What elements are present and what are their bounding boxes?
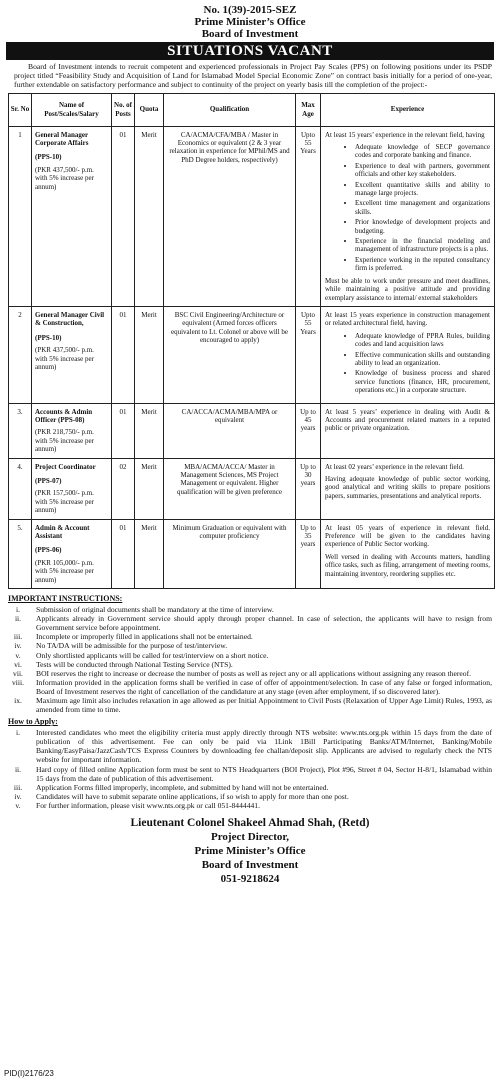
column-header: Name of Post/Scales/Salary (32, 93, 112, 126)
posts-count: 01 (112, 403, 135, 458)
post-cell (32, 458, 112, 519)
item-number: vi. (14, 659, 22, 669)
vacancies-table (8, 93, 495, 589)
experience-outro: Must be able to work under pressure and meet deadlines, while maintaining a positive attitude and providing exemplary assistance to internal/ external stakeholders (325, 276, 490, 302)
qualification: MBA/ACMA/ACCA/ Master in Management Sciences, MS Project Management or equivalent. Higher qualification will be given preference (164, 458, 296, 519)
item-text: Incomplete or improperly filled in applications shall not be entertained. (36, 632, 253, 642)
list-item (0, 605, 492, 614)
how-to-apply-list (0, 728, 492, 810)
board-name: Board of Investment (201, 28, 299, 40)
list-item (0, 641, 492, 650)
post-name: Accounts & Admin Officer (PPS-08) (35, 407, 93, 424)
item-number: iv. (14, 791, 22, 801)
list-item (0, 696, 492, 714)
experience-point: • Effective communication skills and outstanding ability to lead an organization. (355, 351, 490, 368)
table-row (9, 519, 495, 588)
item-text: Interested candidates who meet the eligibility criteria must apply directly through NTS website: www.nts.org.pk within 15 days from the date of publication of this advertisement. Fee can only be paid via 1Link 1Bill Participating Banks/ATM/Internet, Banking/Mobile Banking/EasyPaisa/JazzCash/TCS Express Counters by downloading fee challan/deposit slip. Applicants are advised to regularly check the NTS website for important information. (36, 728, 492, 765)
experience-points (325, 143, 490, 273)
pid-number: PID(I)2176/23 (4, 1069, 54, 1078)
item-number: i. (15, 605, 20, 615)
office-name: Prime Minister’s Office (194, 16, 306, 28)
serial-number: 1 (9, 126, 32, 306)
qualification: CA/ACMA/CFA/MBA / Master in Economics or equivalent (2 & 3 year relaxation in experience for MPhil/MS and PhD Degree holders, respectively) (164, 126, 296, 306)
quota: Merit (135, 403, 164, 458)
list-item (0, 632, 492, 641)
qualification: Minimum Graduation or equivalent with computer proficiency (164, 519, 296, 588)
post-cell (32, 306, 112, 403)
max-age: Upto 55 Years (296, 306, 321, 403)
list-item (0, 792, 492, 801)
quota: Merit (135, 126, 164, 306)
item-number: v. (15, 650, 21, 660)
item-number: v. (15, 800, 21, 810)
quota: Merit (135, 519, 164, 588)
item-number: viii. (11, 677, 25, 687)
experience-cell (321, 519, 495, 588)
item-text: Hard copy of filled online Application form must be sent to NTS Headquarters (BOI Project), Plot #96, Street # 04, Sector H-8/1, Islamabad within 15 days from the date of publication of this advertisement. (36, 764, 492, 783)
item-text: No TA/DA will be admissible for the purpose of test/interview. (36, 641, 228, 651)
item-text: Submission of original documents shall be mandatory at the time of interview. (36, 605, 274, 615)
serial-number: 2 (9, 306, 32, 403)
post-cell (32, 126, 112, 306)
situations-vacant-banner: SITUATIONS VACANT (6, 42, 494, 60)
quota: Merit (135, 458, 164, 519)
experience-intro: At least 15 years experience in construction management or related architectural field, having. (325, 310, 490, 328)
list-item (0, 660, 492, 669)
item-text: Information provided in the application forms shall be verified in case of offer of appointment/selection. In case of any false or forged information, Board of Investment reserves the right of cancellation of the candidature at any stage (even after employment, if so discovered later). (36, 677, 492, 696)
posts-count: 01 (112, 126, 135, 306)
experience-outro: Well versed in dealing with Accounts matters, handling office tasks, such as filing, arrangement of meeting rooms, maintaining inventory, reordering supplies etc. (325, 552, 490, 578)
column-header: Qualification (164, 93, 296, 126)
post-scale: (PPS-10) (35, 153, 62, 162)
post-scale: (PPS-06) (35, 546, 62, 555)
instructions-list (0, 605, 492, 714)
experience-point: • Experience in the financial modeling and management of infrastructure projects is a plus. (355, 237, 490, 254)
item-text: Maximum age limit also includes relaxation in age allowed as per Initial Appointment to Civil Posts (Relaxation of Upper Age Limit) Rules, 1993, as amended from time to time. (36, 696, 492, 715)
item-number: iii. (13, 632, 23, 642)
serial-number: 5. (9, 519, 32, 588)
signatory-office: Prime Minister’s Office (194, 845, 306, 858)
list-item (0, 678, 492, 696)
max-age: Up to 45 years (296, 403, 321, 458)
column-header: No. of Posts (112, 93, 135, 126)
experience-point: • Adequate knowledge of SECP governance codes and corporate banking and finance. (355, 143, 490, 160)
item-number: vii. (13, 668, 23, 678)
list-item (0, 651, 492, 660)
post-cell (32, 403, 112, 458)
list-item (0, 801, 492, 810)
max-age: Up to 35 years (296, 519, 321, 588)
post-name: General Manager Corporate Affairs (35, 130, 89, 148)
post-salary: (PKR 218,750/- p.m. with 5% increase per annum) (35, 428, 94, 454)
experience-outro: Having adequate knowledge of public sector working, good analytical and writing skills to prepare positions papers, summaries, presentations and analytical reports. (325, 475, 490, 500)
qualification: BSC Civil Engineering/Architecture or equivalent (Armed forces officers equivalent to Lt. Colonel or above will be encouraged to apply) (164, 306, 296, 403)
list-item (0, 783, 492, 792)
experience-cell (321, 126, 495, 306)
item-number: ix. (14, 696, 22, 706)
experience-point: • Experience working in the reputed consultancy firm is preferred. (355, 256, 490, 273)
posts-count: 01 (112, 306, 135, 403)
experience-cell (321, 306, 495, 403)
item-text: Candidates will have to submit separate online applications, if so wish to apply for more than one post. (36, 791, 349, 801)
item-number: iii. (13, 782, 23, 792)
experience-point: • Excellent quantitative skills and ability to manage large projects. (355, 181, 490, 198)
experience-points (325, 332, 490, 395)
experience-point: • Adequate knowledge of PPRA Rules, building codes and land acquisition laws (355, 332, 490, 349)
experience-intro: At least 15 years’ experience in the relevant field, having (325, 130, 485, 139)
list-item (0, 614, 492, 632)
posts-count: 01 (112, 519, 135, 588)
posts-count: 02 (112, 458, 135, 519)
list-item (0, 765, 492, 783)
experience-point: • Prior knowledge of development projects and budgeting. (355, 218, 490, 235)
column-header: Quota (135, 93, 164, 126)
table-row (9, 403, 495, 458)
table-header-row (9, 93, 495, 126)
post-name: Admin & Account Assistant (35, 523, 90, 541)
contact-phone: 051-9218624 (220, 873, 280, 886)
experience-point: • Experience to deal with partners, government officials and other key stakeholders. (355, 162, 490, 179)
post-salary: (PKR 437,500/- p.m. with 5% increase per annum) (35, 165, 94, 191)
serial-number: 3. (9, 403, 32, 458)
post-cell (32, 519, 112, 588)
experience-intro: At least 02 years’ experience in the relevant field. (325, 462, 464, 471)
column-header: Experience (321, 93, 495, 126)
experience-intro: At least 05 years of experience in relevant field. Preference will be given to the candidates having experience of Public Sector working. (325, 523, 490, 549)
table-row (9, 458, 495, 519)
column-header: Sr. No (9, 93, 32, 126)
serial-number: 4. (9, 458, 32, 519)
signatory-title: Project Director, (211, 831, 289, 844)
qualification: CA/ACCA/ACMA/MBA/MPA or equivalent (164, 403, 296, 458)
post-name: General Manager Civil & Construction, (35, 310, 105, 328)
item-text: Application Forms filled improperly, incomplete, and submitted by hand will not be entertained. (36, 782, 329, 792)
item-text: Tests will be conducted through National Testing Service (NTS). (36, 659, 233, 669)
header (0, 4, 500, 40)
post-name: Project Coordinator (35, 462, 96, 471)
post-salary: (PKR 437,500/- p.m. with 5% increase per annum) (35, 346, 94, 371)
reference-number: No. 1(39)-2015-SEZ (203, 4, 297, 16)
experience-intro: At least 5 years’ experience in dealing with Audit & Accounts and procurement related matters in a reputed public or private organization. (325, 407, 490, 433)
post-scale: (PPS-10) (35, 333, 62, 342)
item-text: For further information, please visit www.nts.org.pk or call 051-8444441. (36, 800, 260, 810)
max-age: Up to 30 years (296, 458, 321, 519)
post-salary: (PKR 157,500/- p.m. with 5% increase per annum) (35, 489, 94, 515)
item-number: i. (15, 728, 20, 738)
column-header: Max Age (296, 93, 321, 126)
list-item (0, 669, 492, 678)
signatory-name: Lieutenant Colonel Shakeel Ahmad Shah, (Retd) (130, 817, 370, 830)
item-number: ii. (14, 614, 22, 624)
experience-point: • Excellent time management and organizations skills. (355, 199, 490, 216)
signature-block (0, 816, 500, 886)
post-salary: (PKR 105,000/- p.m. with 5% increase per annum) (35, 558, 94, 584)
item-number: iv. (14, 641, 22, 651)
item-text: BOI reserves the right to increase or decrease the number of posts as well as reject any or all applications without assigning any reason thereof. (36, 668, 472, 678)
instructions-title: IMPORTANT INSTRUCTIONS: (8, 594, 123, 604)
item-text: Applicants already in Government service should apply through proper channel. In case of selection, the applicants will have to resign from Government service before appointment. (36, 614, 492, 633)
table-row (9, 306, 495, 403)
experience-point: • Knowledge of business process and shared service functions (finance, HR, procurement, operations etc.) in a corporate structure. (355, 369, 490, 394)
intro-paragraph: Board of Investment intends to recruit competent and experienced professionals in Project Pay Scales (PPS) on following positions under its PSDP project titled “Feasibility Study and Acquisition of Land for Islamabad Model Special Economic Zone” on contract basis initially for a period of one-year, further extendable on satisfactory performance and subject to continuity of the project on yearly basis till the completion of the project:- (14, 62, 492, 90)
table-row (9, 126, 495, 306)
item-number: ii. (14, 764, 22, 774)
experience-cell (321, 403, 495, 458)
item-text: Only shortlisted applicants will be called for test/interview on a short notice. (36, 650, 269, 660)
post-scale: (PPS-07) (35, 477, 62, 486)
signatory-board: Board of Investment (201, 859, 299, 872)
max-age: Upto 55 Years (296, 126, 321, 306)
experience-cell (321, 458, 495, 519)
quota: Merit (135, 306, 164, 403)
how-to-apply-title: How to Apply: (8, 717, 58, 727)
list-item (0, 728, 492, 764)
